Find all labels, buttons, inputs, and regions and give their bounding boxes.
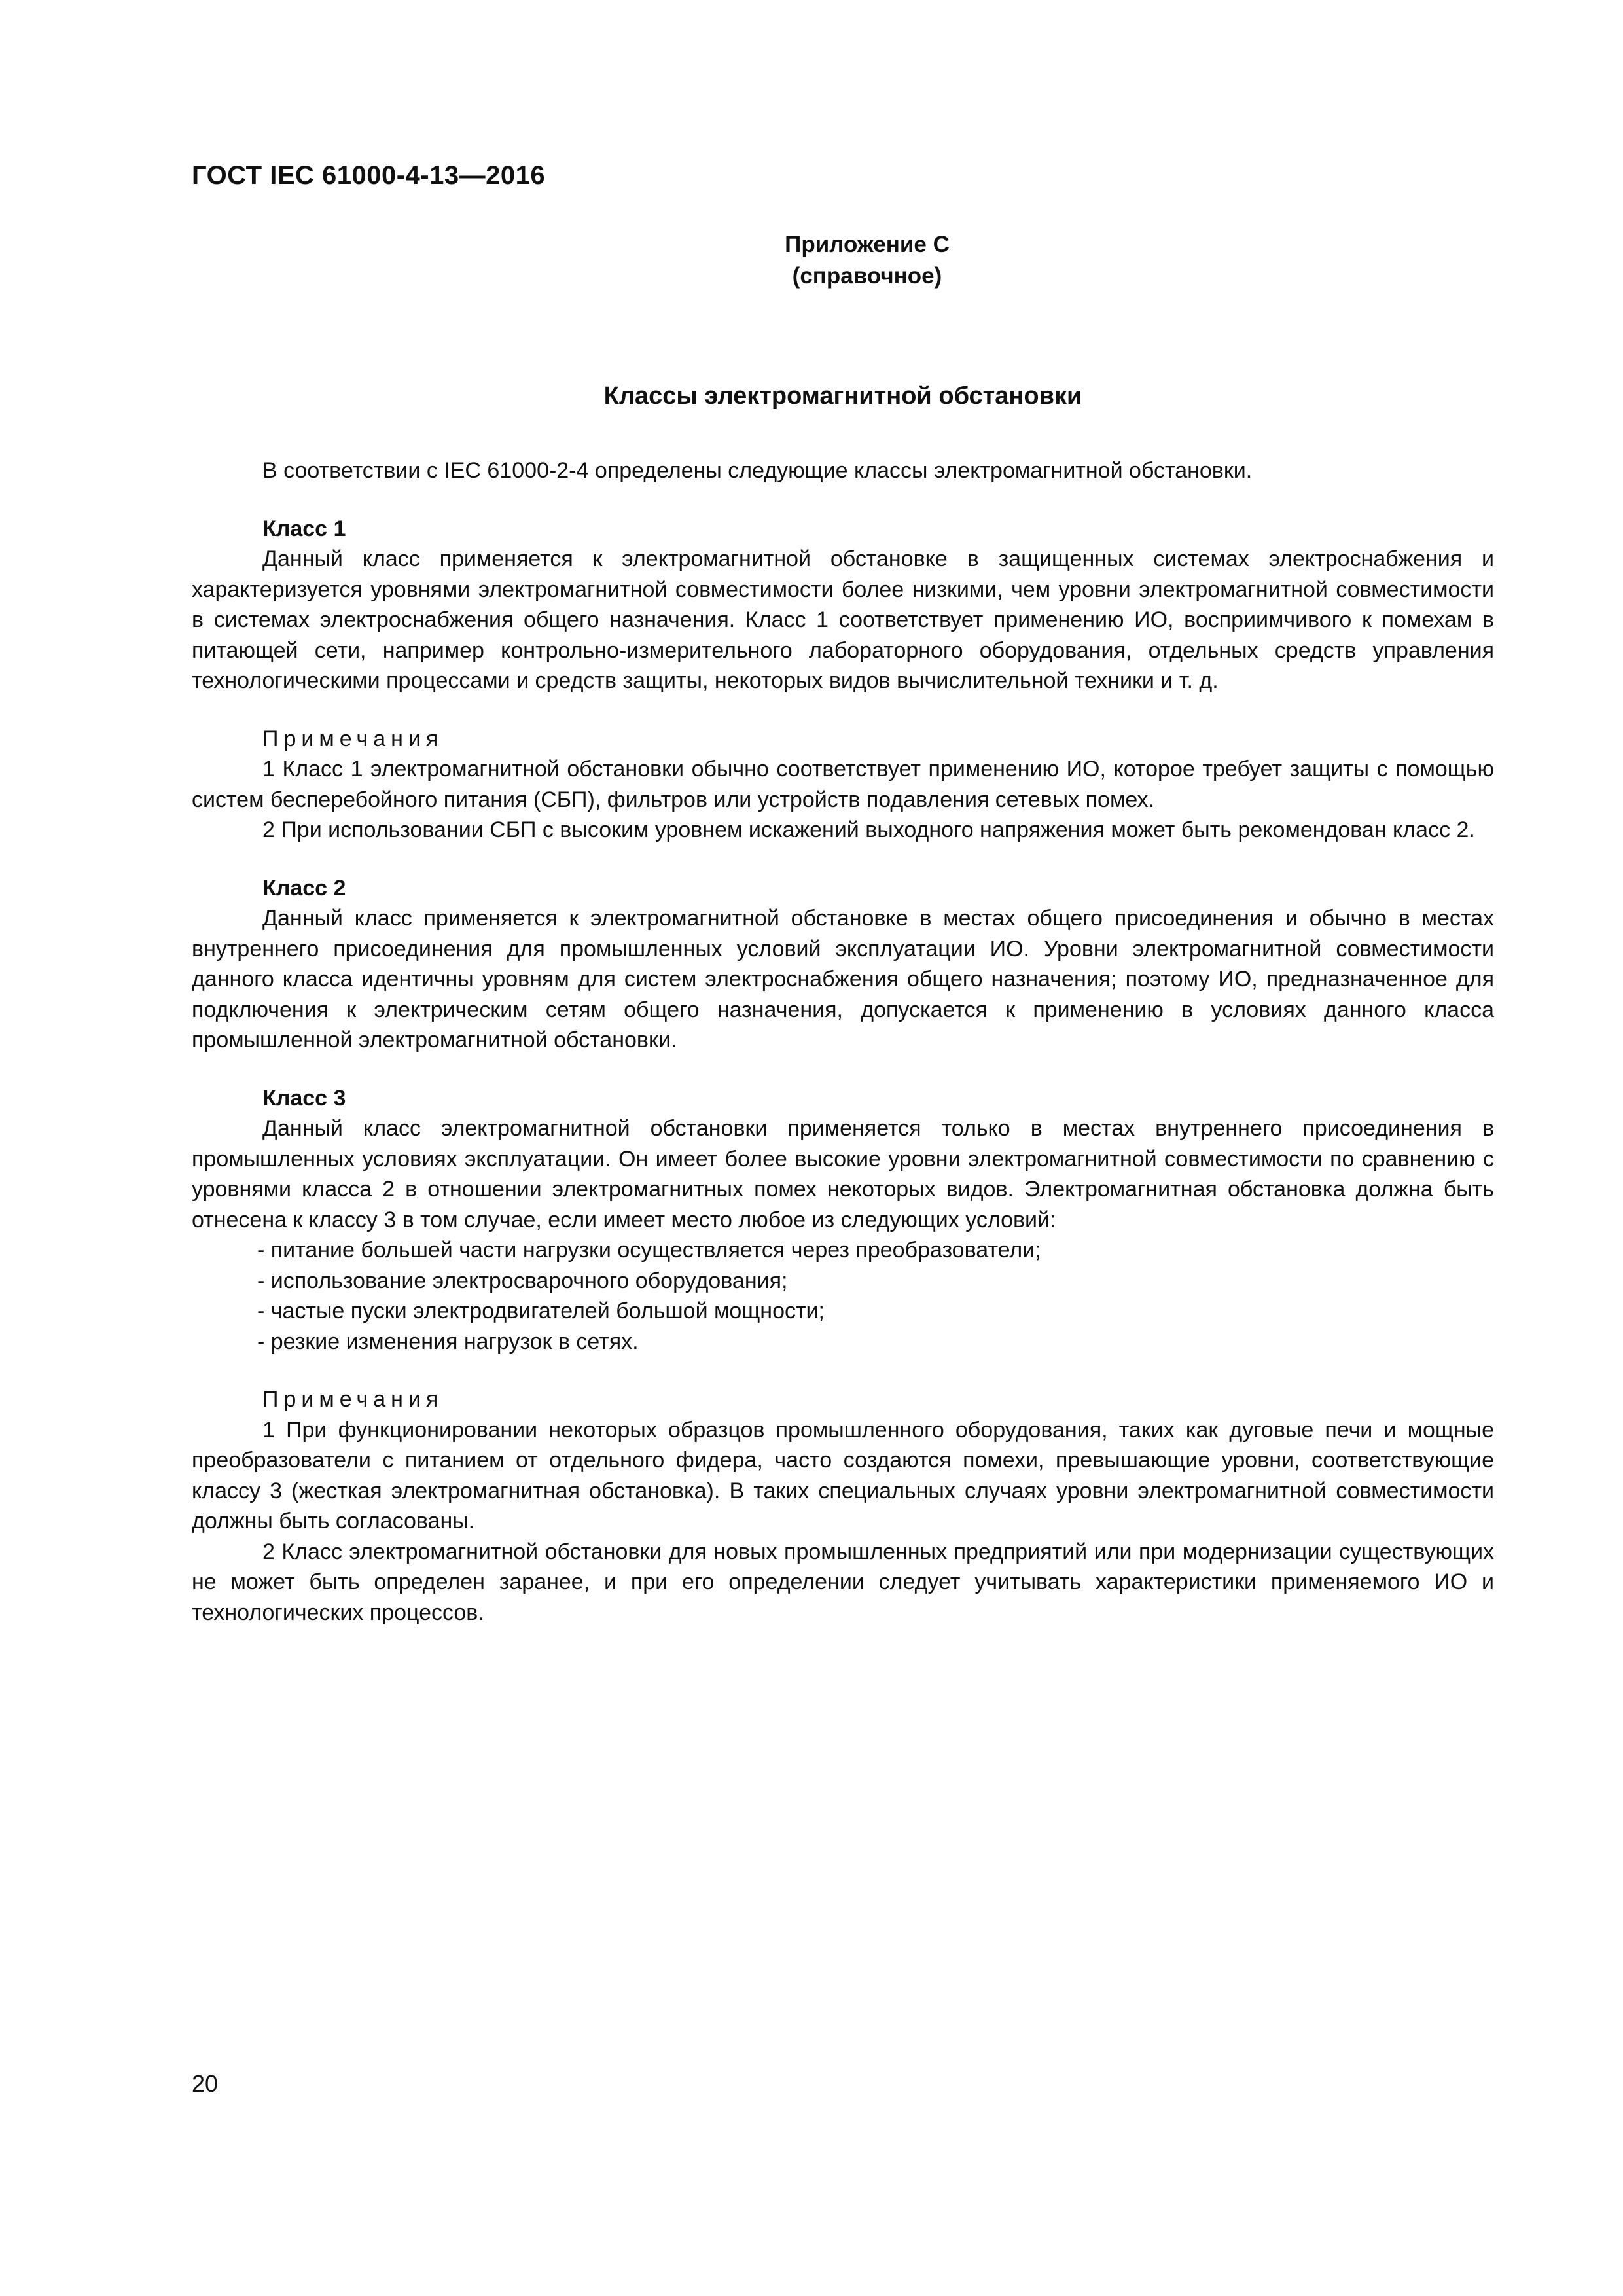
intro-paragraph: В соответствии с IEC 61000-2-4 определены следующие классы электромагнитной обстановки.	[262, 458, 1253, 483]
class-3-text: Данный класс электромагнитной обстановки применяется только в местах внутреннего присоединения в промышленных условиях эксплуатации. Он имеет более высокие уровни электромагнитной совместимости по сравнению с уровнями класса 2 в отношении электромагнитных помех некоторых видов. Электромагнитная обстановка должна быть отнесена к классу 3 в том случае, если имеет место любое из следующих условий:	[192, 1116, 1494, 1232]
class-3-condition: - использование электросварочного оборудования;	[257, 1268, 788, 1293]
class-1-heading: Класс 1	[262, 516, 346, 541]
class-3-notes-heading: Примечания	[262, 1387, 444, 1412]
class-3-note-1: 1 При функционировании некоторых образцов промышленного оборудования, таких как дуговые печи и мощные преобразователи с питанием от отдельного фидера, часто создаются помехи, превышающие уровни, соответствующие классу 3 (жесткая электромагнитная обстановка). В таких специальных случаях уровни электромагнитной совместимости должны быть согласованы.	[192, 1417, 1494, 1534]
class-1-text: Данный класс применяется к электромагнитной обстановке в защищенных системах электроснабжения и характеризуется уровнями электромагнитной совместимости более низкими, чем уровни электромагнитной совместимости в системах электроснабжения общего назначения. Класс 1 соответствует применению ИО, восприимчивого к помехам в питающей сети, например контрольно-измерительного лабораторного оборудования, отдельных средств управления технологическими процессами и средств защиты, некоторых видов вычислительной техники и т. д.	[192, 547, 1494, 693]
class-3-heading: Класс 3	[262, 1085, 346, 1111]
class-1-notes-heading: Примечания	[262, 726, 444, 751]
class-1-note-1: 1 Класс 1 электромагнитной обстановки обычно соответствует применению ИО, которое требует защиты с помощью систем бесперебойного питания (СБП), фильтров или устройств подавления сетевых помех.	[192, 757, 1494, 812]
class-1-note-2: 2 При использовании СБП с высоким уровнем искажений выходного напряжения может быть рекомендован класс 2.	[262, 817, 1475, 842]
annex-title: Приложение С	[785, 232, 950, 257]
document-body	[192, 456, 1494, 1628]
section-title: Классы электромагнитной обстановки	[603, 382, 1082, 410]
class-3-condition: - питание большей части нагрузки осуществляется через преобразователи;	[257, 1238, 1041, 1263]
class-2-heading: Класс 2	[262, 875, 346, 901]
document-header: ГОСТ IEC 61000-4-13—2016	[192, 161, 546, 190]
class-2-text: Данный класс применяется к электромагнитной обстановке в местах общего присоединения и обычно в местах внутреннего присоединения для промышленных условий эксплуатации ИО. Уровни электромагнитной совместимости данного класса идентичны уровням для систем электроснабжения общего назначения; поэтому ИО, предназначенное для подключения к электрическим сетям общего назначения, допускается к применению в условиях данного класса промышленной электромагнитной обстановки.	[192, 906, 1494, 1052]
annex-subtitle: (справочное)	[792, 263, 942, 289]
page-number: 20	[192, 2070, 219, 2097]
class-3-note-2: 2 Класс электромагнитной обстановки для новых промышленных предприятий или при модернизации существующих не может быть определен заранее, и при его определении следует учитывать характеристики применяемого ИО и технологических процессов.	[192, 1539, 1494, 1625]
class-3-condition: - резкие изменения нагрузок в сетях.	[257, 1329, 639, 1354]
class-3-condition: - частые пуски электродвигателей большой мощности;	[257, 1299, 825, 1323]
